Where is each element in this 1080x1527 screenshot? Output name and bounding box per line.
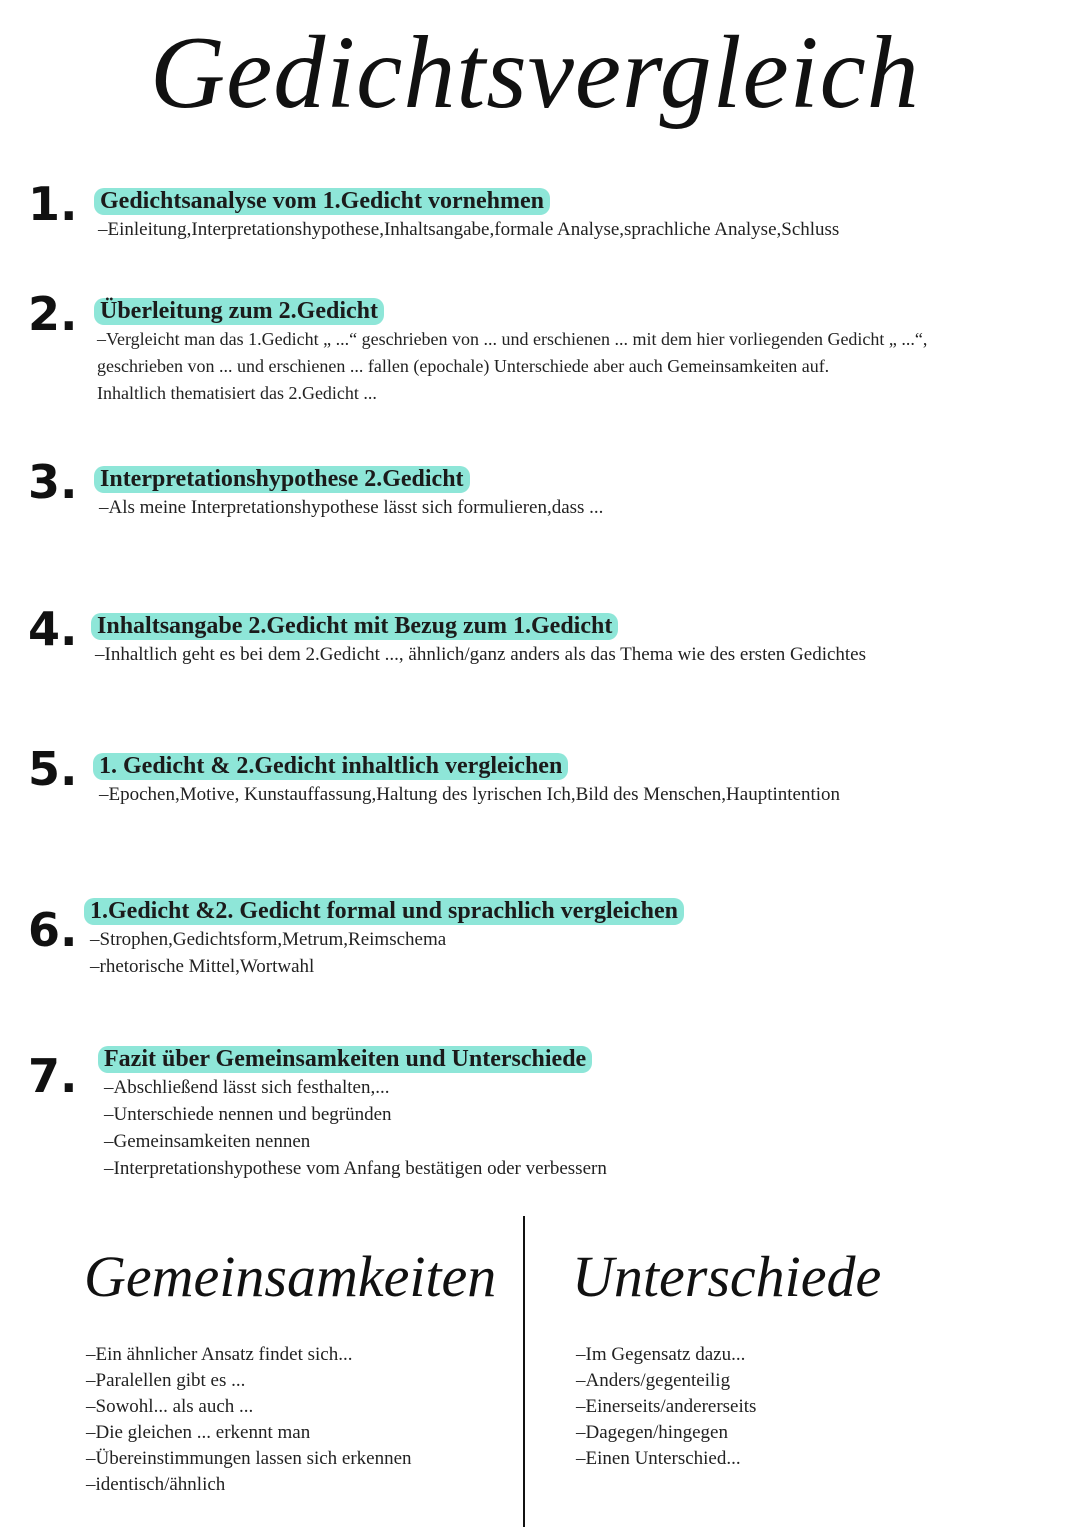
step-lines (95, 641, 866, 668)
step-heading: Überleitung zum 2.Gedicht (94, 298, 384, 325)
list-item: –Übereinstimmungen lassen sich erkennen (86, 1448, 412, 1469)
page-title: Gedichtsvergleich (150, 15, 920, 130)
column-title-unterschiede: Unterschiede (572, 1244, 882, 1309)
list-item: –Einerseits/andererseits (576, 1396, 757, 1417)
step-heading: 1. Gedicht & 2.Gedicht inhaltlich vergleichen (93, 753, 568, 780)
step-line: –Strophen,Gedichtsform,Metrum,Reimschema (90, 929, 447, 950)
step-heading: Gedichtsanalyse vom 1.Gedicht vornehmen (94, 188, 550, 215)
step-number: 4. (28, 602, 78, 656)
step-line: –Interpretationshypothese vom Anfang bestätigen oder verbessern (104, 1158, 607, 1179)
step-lines (99, 781, 840, 808)
step-line: –Als meine Interpretationshypothese lässt sich formulieren,dass ... (99, 497, 604, 518)
list-item: –Die gleichen ... erkennt man (86, 1422, 311, 1443)
step-line: –rhetorische Mittel,Wortwahl (90, 956, 315, 977)
step-heading: 1.Gedicht &2. Gedicht formal und sprachlich vergleichen (84, 898, 684, 925)
list-item: –Im Gegensatz dazu... (576, 1344, 746, 1365)
step-line: –Abschließend lässt sich festhalten,... (104, 1077, 390, 1098)
step-number: 3. (28, 455, 78, 509)
list-item: –Anders/gegenteilig (576, 1370, 731, 1391)
list-item: –Einen Unterschied... (576, 1448, 741, 1469)
list-item: –Dagegen/hingegen (576, 1422, 728, 1443)
step-line: Inhaltlich thematisiert das 2.Gedicht ... (97, 383, 377, 403)
column-title-gemeinsamkeiten: Gemeinsamkeiten (84, 1244, 497, 1309)
step-heading: Interpretationshypothese 2.Gedicht (94, 466, 470, 493)
step-lines (98, 216, 839, 243)
step-number: 1. (28, 177, 78, 231)
step-number: 5. (28, 742, 78, 796)
list-unterschiede (576, 1342, 756, 1472)
step-number: 6. (28, 903, 78, 957)
step-lines (104, 1074, 607, 1182)
step-number: 7. (28, 1049, 78, 1103)
step-line: –Einleitung,Interpretationshypothese,Inhaltsangabe,formale Analyse,sprachliche Analyse,Schluss (98, 219, 840, 240)
step-line: geschrieben von ... und erschienen ... fallen (epochale) Unterschiede aber auch Gemeinsamkeiten auf. (97, 356, 830, 376)
step-heading: Inhaltsangabe 2.Gedicht mit Bezug zum 1.Gedicht (91, 613, 618, 640)
step-heading: Fazit über Gemeinsamkeiten und Unterschiede (98, 1046, 592, 1073)
step-line: –Unterschiede nennen und begründen (104, 1104, 392, 1125)
list-item: –Paralellen gibt es ... (86, 1370, 246, 1391)
list-item: –identisch/ähnlich (86, 1474, 226, 1495)
step-lines (90, 926, 446, 980)
list-gemeinsamkeiten (86, 1342, 412, 1498)
step-line: –Vergleicht man das 1.Gedicht „ ...“ geschrieben von ... und erschienen ... mit dem hier vorliegenden Gedicht „ ...“, (97, 329, 928, 349)
step-line: –Epochen,Motive, Kunstauffassung,Haltung des lyrischen Ich,Bild des Menschen,Hauptintention (99, 784, 841, 805)
list-item: –Ein ähnlicher Ansatz findet sich... (86, 1344, 353, 1365)
step-lines (99, 494, 603, 521)
list-item: –Sowohl... als auch ... (86, 1396, 254, 1417)
step-lines (97, 326, 927, 407)
column-divider (523, 1216, 525, 1527)
step-line: –Gemeinsamkeiten nennen (104, 1131, 311, 1152)
step-number: 2. (28, 287, 78, 341)
step-line: –Inhaltlich geht es bei dem 2.Gedicht ..., ähnlich/ganz anders als das Thema wie des ersten Gedichtes (95, 644, 867, 665)
